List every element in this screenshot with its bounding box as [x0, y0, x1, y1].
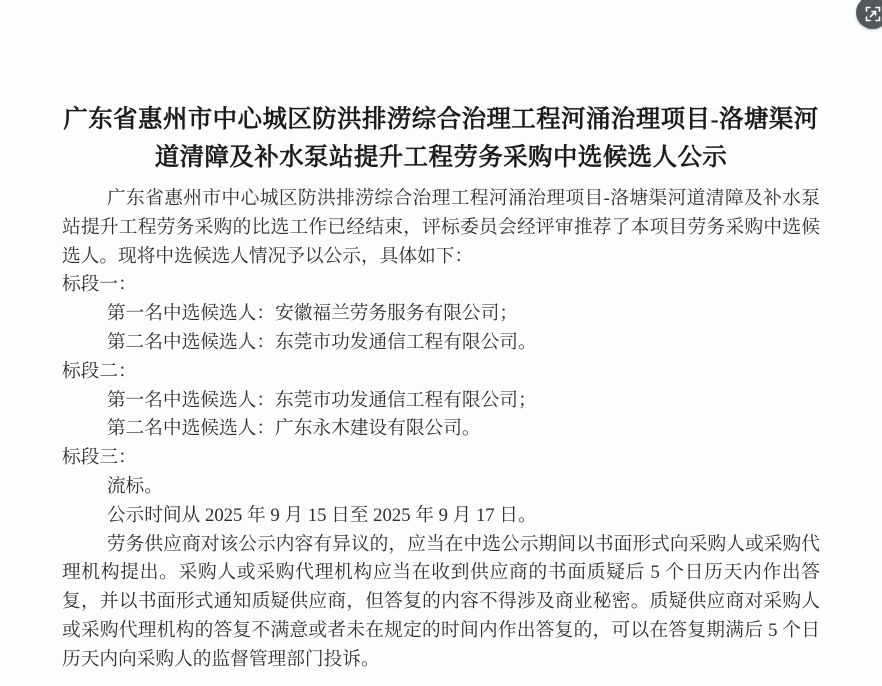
section-2-heading: 标段二： [62, 360, 137, 382]
section-2-candidate-1: 第一名中选候选人：东莞市功发通信工程有限公司； [106, 389, 537, 411]
section-1-candidate-2: 第二名中选候选人：东莞市功发通信工程有限公司。 [106, 331, 537, 353]
document-body [62, 185, 820, 675]
intro-paragraph: 广东省惠州市中心城区防洪排涝综合治理工程河涌治理项目-洛塘渠河道清障及补水泵站提升工程劳务采购的比选工作已经结束，评标委员会经评审推荐了本项目劳务采购中选候选人。现将中选候选人情况予以公示，具体如下： [62, 188, 820, 267]
publicity-period-line: 公示时间从 2025 年 9 月 15 日至 2025 年 9 月 17 日。 [106, 504, 537, 526]
section-2-candidate-2: 第二名中选候选人：广东永木建设有限公司。 [106, 418, 481, 440]
section-1-heading: 标段一： [62, 274, 137, 296]
section-3-result: 流标。 [106, 475, 163, 497]
document-title: 广东省惠州市中心城区防洪排涝综合治理工程河涌治理项目-洛塘渠河道清障及补水泵站提升工程劳务采购中选候选人公示 [63, 106, 819, 171]
section-1-candidate-1: 第一名中选候选人：安徽福兰劳务服务有限公司； [106, 303, 518, 325]
objection-paragraph: 劳务供应商对该公示内容有异议的，应当在中选公示期间以书面形式向采购人或采购代理机构提出。采购人或采购代理机构应当在收到供应商的书面质疑后 5 个日历天内作出答复，并以书面形式通知质疑供应商，但答复的内容不得涉及商业秘密。质疑供应商对采购人或采购代理机构的答复不满意或者未在规定的时间内作出答复的，可以在答复期满后 5 个日历天内向采购人的监督管理部门投诉。 [62, 533, 820, 670]
fullscreen-button[interactable] [856, 0, 882, 29]
section-3-heading: 标段三： [62, 447, 137, 469]
fullscreen-expand-icon [865, 3, 881, 22]
